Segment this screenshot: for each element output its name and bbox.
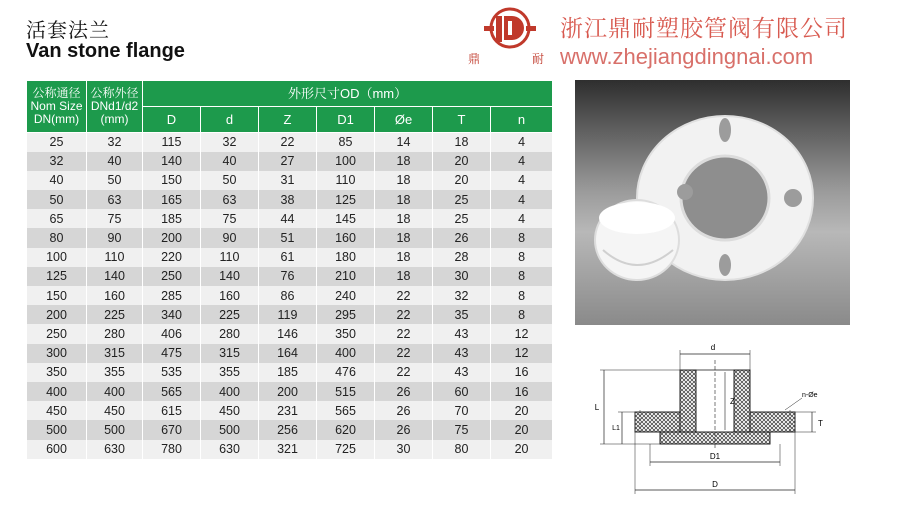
table-cell: 32 (201, 133, 259, 152)
col-T: T (433, 107, 491, 133)
table-cell: 100 (27, 248, 87, 267)
table-cell: 25 (433, 209, 491, 228)
col-e: Øe (375, 107, 433, 133)
table-cell: 231 (259, 401, 317, 420)
header-nom-size: 公称通径 Nom Size DN(mm) (27, 81, 87, 133)
logo-char-2: 耐 (531, 52, 544, 66)
table-cell: 515 (317, 382, 375, 401)
table-cell: 90 (201, 228, 259, 247)
table-cell: 22 (375, 286, 433, 305)
table-row (27, 133, 553, 152)
table-cell: 565 (143, 382, 201, 401)
table-cell: 18 (375, 248, 433, 267)
table-cell: 32 (87, 133, 143, 152)
table-cell: 40 (87, 152, 143, 171)
table-cell: 160 (87, 286, 143, 305)
table-cell: 225 (87, 305, 143, 324)
table-cell: 4 (491, 171, 553, 190)
table-cell: 25 (433, 190, 491, 209)
table-cell: 4 (491, 152, 553, 171)
table-cell: 50 (87, 171, 143, 190)
table-cell: 32 (27, 152, 87, 171)
table-cell: 31 (259, 171, 317, 190)
table-cell: 8 (491, 286, 553, 305)
table-cell: 140 (143, 152, 201, 171)
table-cell: 200 (27, 305, 87, 324)
logo-text (468, 50, 544, 67)
table-cell: 400 (201, 382, 259, 401)
table-cell: 22 (259, 133, 317, 152)
table-cell: 8 (491, 228, 553, 247)
spec-table (26, 80, 553, 459)
table-cell: 18 (375, 228, 433, 247)
header-od-dimensions: 外形尺寸OD（mm） (143, 81, 553, 107)
table-row (27, 267, 553, 286)
table-cell: 406 (143, 324, 201, 343)
table-cell: 30 (375, 440, 433, 459)
table-cell: 18 (375, 171, 433, 190)
table-cell: 400 (317, 344, 375, 363)
table-cell: 620 (317, 420, 375, 439)
dim-D: D (712, 480, 718, 489)
table-cell: 63 (87, 190, 143, 209)
table-row (27, 152, 553, 171)
table-cell: 60 (433, 382, 491, 401)
table-cell: 8 (491, 248, 553, 267)
table-cell: 18 (375, 267, 433, 286)
product-photo (575, 80, 850, 325)
table-cell: 43 (433, 344, 491, 363)
table-cell: 256 (259, 420, 317, 439)
table-cell: 285 (143, 286, 201, 305)
table-cell: 63 (201, 190, 259, 209)
table-row (27, 305, 553, 324)
table-cell: 12 (491, 344, 553, 363)
table-cell: 26 (375, 401, 433, 420)
table-cell: 145 (317, 209, 375, 228)
table-cell: 110 (201, 248, 259, 267)
table-cell: 76 (259, 267, 317, 286)
table-cell: 280 (201, 324, 259, 343)
table-row (27, 209, 553, 228)
table-cell: 200 (259, 382, 317, 401)
table-cell: 140 (201, 267, 259, 286)
table-cell: 85 (317, 133, 375, 152)
table-cell: 75 (433, 420, 491, 439)
table-row (27, 171, 553, 190)
table-cell: 18 (375, 190, 433, 209)
table-cell: 565 (317, 401, 375, 420)
table-cell: 80 (27, 228, 87, 247)
table-cell: 725 (317, 440, 375, 459)
table-row (27, 286, 553, 305)
logo-char-1: 鼎 (468, 52, 481, 66)
company-website[interactable]: www.zhejiangdingnai.com (560, 44, 814, 69)
dim-D1: D1 (709, 452, 721, 461)
table-cell: 32 (433, 286, 491, 305)
table-row (27, 363, 553, 382)
table-row (27, 248, 553, 267)
table-cell: 500 (27, 420, 87, 439)
table-cell: 110 (87, 248, 143, 267)
dim-holes: n-Øe (802, 392, 818, 399)
col-d: d (201, 107, 259, 133)
page-title-cn: 活套法兰 (26, 18, 110, 42)
table-cell: 8 (491, 305, 553, 324)
table-cell: 26 (375, 420, 433, 439)
table-cell: 65 (27, 209, 87, 228)
table-cell: 16 (491, 363, 553, 382)
table-cell: 476 (317, 363, 375, 382)
table-cell: 250 (27, 324, 87, 343)
table-cell: 180 (317, 248, 375, 267)
table-cell: 630 (87, 440, 143, 459)
table-row (27, 324, 553, 343)
table-cell: 160 (201, 286, 259, 305)
technical-drawing (580, 340, 850, 500)
dim-d: d (710, 343, 716, 352)
table-cell: 450 (201, 401, 259, 420)
table-cell: 140 (87, 267, 143, 286)
table-cell: 20 (491, 420, 553, 439)
table-cell: 61 (259, 248, 317, 267)
table-cell: 4 (491, 133, 553, 152)
table-cell: 12 (491, 324, 553, 343)
dim-L: L (594, 403, 600, 412)
table-cell: 50 (27, 190, 87, 209)
table-cell: 615 (143, 401, 201, 420)
table-cell: 43 (433, 363, 491, 382)
table-row (27, 344, 553, 363)
table-cell: 119 (259, 305, 317, 324)
table-cell: 300 (27, 344, 87, 363)
table-cell: 40 (27, 171, 87, 190)
table-cell: 110 (317, 171, 375, 190)
table-cell: 70 (433, 401, 491, 420)
table-cell: 25 (27, 133, 87, 152)
table-cell: 535 (143, 363, 201, 382)
table-cell: 350 (27, 363, 87, 382)
col-Z: Z (259, 107, 317, 133)
table-cell: 86 (259, 286, 317, 305)
table-cell: 18 (375, 152, 433, 171)
table-cell: 22 (375, 363, 433, 382)
table-cell: 22 (375, 305, 433, 324)
table-cell: 315 (201, 344, 259, 363)
table-cell: 355 (201, 363, 259, 382)
table-cell: 35 (433, 305, 491, 324)
table-cell: 150 (143, 171, 201, 190)
table-row (27, 382, 553, 401)
table-cell: 125 (27, 267, 87, 286)
table-cell: 630 (201, 440, 259, 459)
table-cell: 14 (375, 133, 433, 152)
table-cell: 321 (259, 440, 317, 459)
table-cell: 160 (317, 228, 375, 247)
table-cell: 22 (375, 324, 433, 343)
spec-table-body (27, 133, 553, 459)
table-row (27, 440, 553, 459)
table-cell: 50 (201, 171, 259, 190)
table-cell: 250 (143, 267, 201, 286)
table-cell: 600 (27, 440, 87, 459)
table-cell: 210 (317, 267, 375, 286)
table-cell: 350 (317, 324, 375, 343)
table-cell: 26 (433, 228, 491, 247)
table-cell: 75 (87, 209, 143, 228)
table-cell: 400 (87, 382, 143, 401)
table-cell: 26 (375, 382, 433, 401)
table-row (27, 401, 553, 420)
table-cell: 450 (87, 401, 143, 420)
table-cell: 27 (259, 152, 317, 171)
table-cell: 20 (433, 152, 491, 171)
table-cell: 100 (317, 152, 375, 171)
table-cell: 115 (143, 133, 201, 152)
table-cell: 22 (375, 344, 433, 363)
company-name: 浙江鼎耐塑胶管阀有限公司 (560, 16, 848, 42)
table-row (27, 420, 553, 439)
table-cell: 18 (433, 133, 491, 152)
dim-L1: L1 (612, 425, 620, 432)
table-cell: 18 (375, 209, 433, 228)
table-cell: 340 (143, 305, 201, 324)
table-cell: 43 (433, 324, 491, 343)
table-cell: 225 (201, 305, 259, 324)
table-cell: 51 (259, 228, 317, 247)
table-cell: 30 (433, 267, 491, 286)
table-cell: 20 (433, 171, 491, 190)
table-cell: 20 (491, 440, 553, 459)
table-cell: 164 (259, 344, 317, 363)
table-cell: 315 (87, 344, 143, 363)
table-cell: 185 (143, 209, 201, 228)
col-D1: D1 (317, 107, 375, 133)
dim-Z: Z (730, 397, 735, 406)
table-cell: 44 (259, 209, 317, 228)
table-cell: 16 (491, 382, 553, 401)
table-cell: 40 (201, 152, 259, 171)
table-cell: 146 (259, 324, 317, 343)
table-cell: 400 (27, 382, 87, 401)
table-cell: 185 (259, 363, 317, 382)
table-cell: 165 (143, 190, 201, 209)
table-cell: 200 (143, 228, 201, 247)
page-title-en: Van stone flange (26, 40, 185, 62)
table-row (27, 228, 553, 247)
table-cell: 150 (27, 286, 87, 305)
table-cell: 4 (491, 209, 553, 228)
header-outer-diameter: 公称外径 DNd1/d2 (mm) (87, 81, 143, 133)
table-cell: 4 (491, 190, 553, 209)
table-cell: 295 (317, 305, 375, 324)
table-cell: 475 (143, 344, 201, 363)
table-cell: 38 (259, 190, 317, 209)
table-cell: 20 (491, 401, 553, 420)
table-cell: 280 (87, 324, 143, 343)
table-cell: 670 (143, 420, 201, 439)
table-cell: 90 (87, 228, 143, 247)
dim-T: T (818, 419, 823, 428)
table-cell: 780 (143, 440, 201, 459)
table-cell: 75 (201, 209, 259, 228)
table-cell: 500 (201, 420, 259, 439)
col-n: n (491, 107, 553, 133)
table-cell: 8 (491, 267, 553, 286)
col-D: D (143, 107, 201, 133)
table-cell: 125 (317, 190, 375, 209)
table-row (27, 190, 553, 209)
table-cell: 500 (87, 420, 143, 439)
table-cell: 355 (87, 363, 143, 382)
table-cell: 220 (143, 248, 201, 267)
table-cell: 450 (27, 401, 87, 420)
table-cell: 240 (317, 286, 375, 305)
table-cell: 80 (433, 440, 491, 459)
table-cell: 28 (433, 248, 491, 267)
